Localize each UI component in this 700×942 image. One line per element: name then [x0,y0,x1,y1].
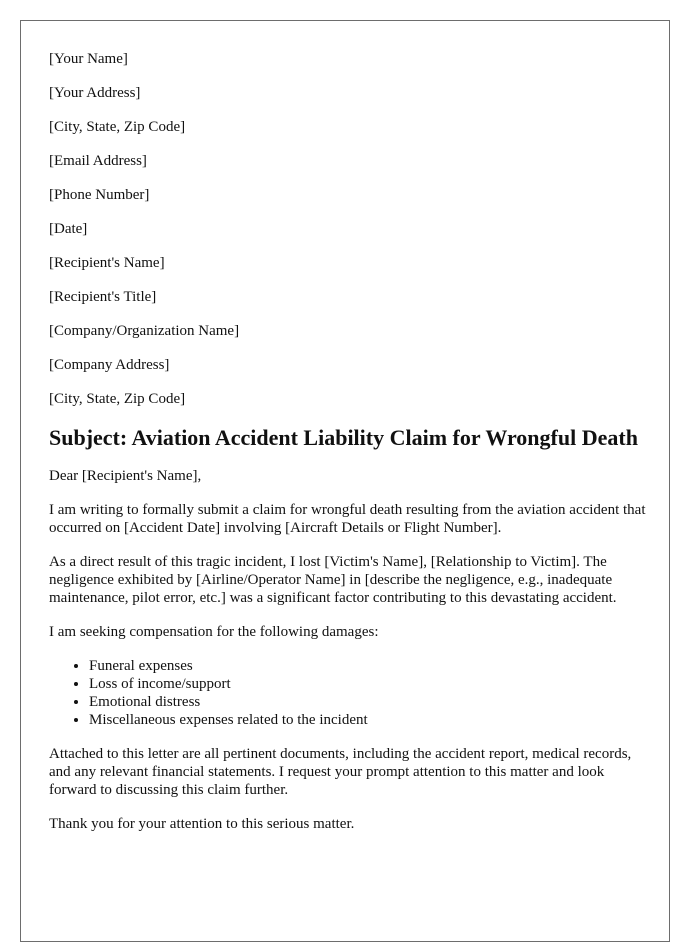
list-item: • Emotional distress [89,693,649,711]
attachments-paragraph: Attached to this letter are all pertinent documents, including the accident report, medical records, and any relevant financial statements. I request your prompt attention to this matter and look forward to discussing this claim further. [49,746,632,798]
letter-date: [Date] [49,221,88,237]
sender-phone: [Phone Number] [49,187,150,203]
recipient-company-address: [Company Address] [49,357,170,373]
salutation: Dear [Recipient's Name], [49,468,202,484]
list-item: • Funeral expenses [89,657,649,675]
recipient-title: [Recipient's Title] [49,289,157,305]
recipient-city-state-zip: [City, State, Zip Code] [49,391,186,407]
list-item: • Miscellaneous expenses related to the incident [89,711,649,729]
subject-heading: Subject: Aviation Accident Liability Claim for Wrongful Death [49,425,638,450]
damages-intro-paragraph: I am seeking compensation for the following damages: [49,624,379,640]
list-item: • Loss of income/support [89,675,649,693]
recipient-company: [Company/Organization Name] [49,323,240,339]
address-block [49,50,649,408]
closing-paragraph: Thank you for your attention to this serious matter. [49,816,355,832]
sender-city-state-zip: [City, State, Zip Code] [49,119,186,135]
negligence-paragraph: As a direct result of this tragic incident, I lost [Victim's Name], [Relationship to Victim]. The negligence exhibited by [Airline/Operator Name] in [describe the negligence, e.g., inadequate maintenance, pilot error, etc.] was a significant factor contributing to this devastating accident. [49,554,617,606]
intro-paragraph: I am writing to formally submit a claim for wrongful death resulting from the aviation accident that occurred on [Accident Date] involving [Aircraft Details or Flight Number]. [49,502,646,536]
recipient-name: [Recipient's Name] [49,255,165,271]
letter-page [20,20,670,942]
sender-address: [Your Address] [49,85,141,101]
sender-name: [Your Name] [49,51,128,67]
damages-list [49,657,649,729]
sender-email: [Email Address] [49,153,147,169]
